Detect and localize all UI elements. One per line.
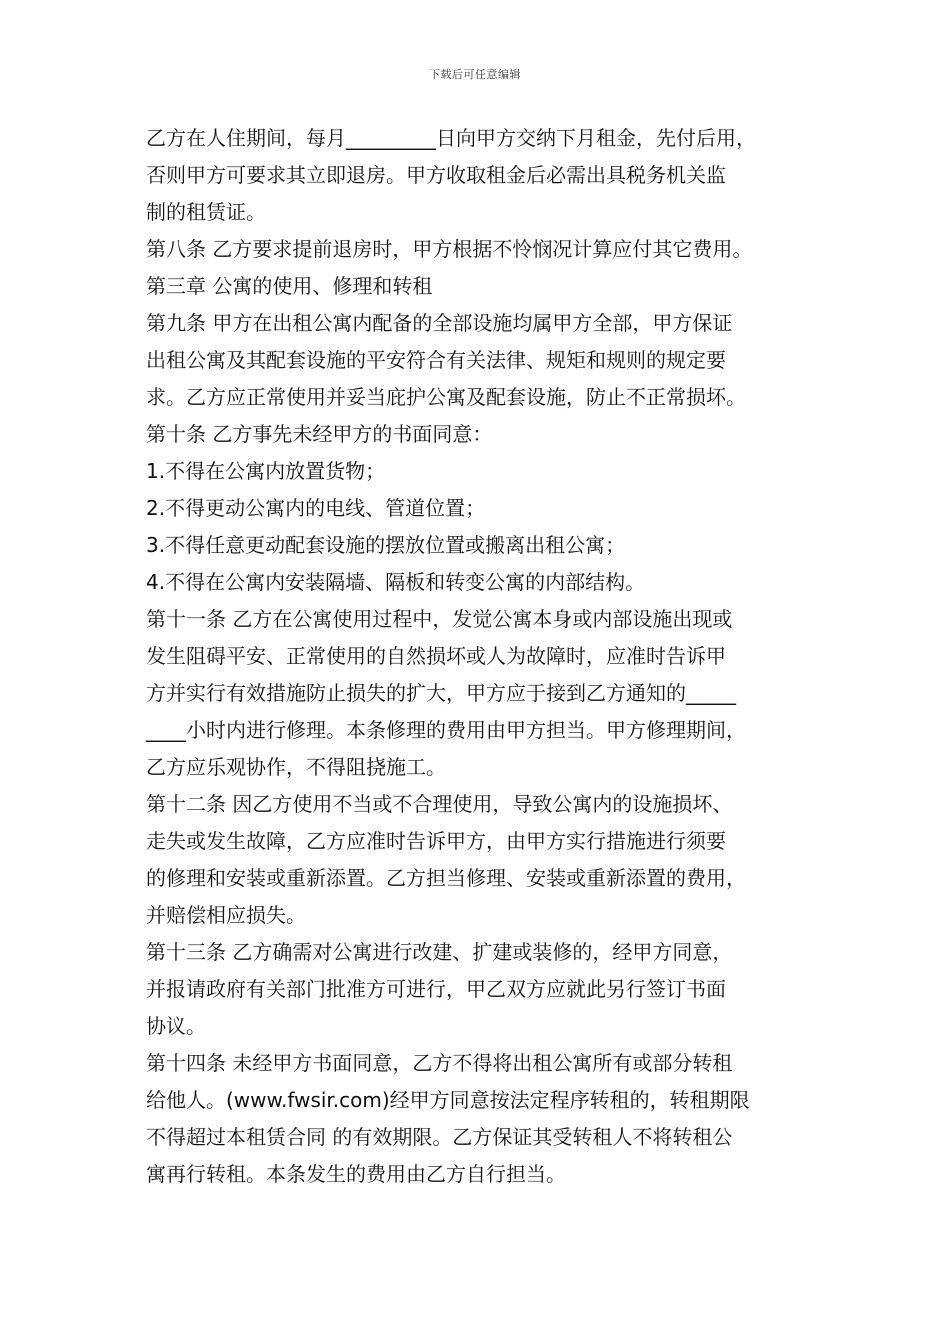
text-line: 走失或发生故障，乙方应准时告诉甲方，由甲方实行措施进行须要 [146, 829, 726, 853]
text-line: 协议。 [146, 1014, 206, 1038]
text-line: 给他人。(www.fwsir.com)经甲方同意按法定程序转租的，转租期限 [146, 1088, 750, 1112]
text-line: 的修理和安装或重新添置。乙方担当修理、安装或重新添置的费用， [146, 866, 746, 890]
text-line: 第十二条 因乙方使用不当或不合理使用，导致公寓内的设施损坏、 [146, 792, 733, 816]
text-line: 乙方应乐观协作，不得阻挠施工。 [146, 755, 446, 779]
document-body [146, 120, 816, 1193]
text-line: 发生阻碍平安、正常使用的自然损坏或人为故障时，应准时告诉甲 [146, 644, 726, 668]
text-line: 第十四条 未经甲方书面同意，乙方不得将出租公寓所有或部分转租 [146, 1051, 733, 1075]
text-line: 乙方在人住期间，每月_________日向甲方交纳下月租金，先付后用， [146, 126, 756, 150]
list-item: 3.不得任意更动配套设施的摆放位置或搬离出租公寓； [146, 533, 626, 557]
page-header: 下载后可任意编辑 [429, 68, 521, 81]
text-line: 寓再行转租。本条发生的费用由乙方自行担当。 [146, 1162, 566, 1186]
text-line: 方并实行有效措施防止损失的扩大，甲方应于接到乙方通知的_____ [146, 681, 736, 705]
text-line: 求。乙方应正常使用并妥当庇护公寓及配套设施，防止不正常损坏。 [146, 385, 746, 409]
list-item: 1.不得在公寓内放置货物； [146, 459, 386, 483]
text-line: 第九条 甲方在出租公寓内配备的全部设施均属甲方全部，甲方保证 [146, 311, 733, 335]
chapter-heading: 第三章 公寓的使用、修理和转租 [146, 274, 433, 298]
text-line: 否则甲方可要求其立即退房。甲方收取租金后必需出具税务机关监 [146, 163, 726, 187]
text-line: 不得超过本租赁合同 的有效期限。乙方保证其受转租人不将转租公 [146, 1125, 733, 1149]
text-line: ____小时内进行修理。本条修理的费用由甲方担当。甲方修理期间， [146, 718, 746, 742]
text-line: 出租公寓及其配套设施的平安符合有关法律、规矩和规则的规定要 [146, 348, 726, 372]
text-line: 第十条 乙方事先未经甲方的书面同意： [146, 422, 493, 446]
text-line: 第八条 乙方要求提前退房时，甲方根据不怜悯况计算应付其它费用。 [146, 237, 753, 261]
text-line: 第十三条 乙方确需对公寓进行改建、扩建或装修的，经甲方同意， [146, 940, 733, 964]
text-line: 并赔偿相应损失。 [146, 903, 306, 927]
text-line: 制的租赁证。 [146, 200, 266, 224]
list-item: 4.不得在公寓内安装隔墙、隔板和转变公寓的内部结构。 [146, 570, 646, 594]
list-item: 2.不得更动公寓内的电线、管道位置； [146, 496, 486, 520]
text-line: 第十一条 乙方在公寓使用过程中，发觉公寓本身或内部设施出现或 [146, 607, 733, 631]
text-line: 并报请政府有关部门批准方可进行，甲乙双方应就此另行签订书面 [146, 977, 726, 1001]
